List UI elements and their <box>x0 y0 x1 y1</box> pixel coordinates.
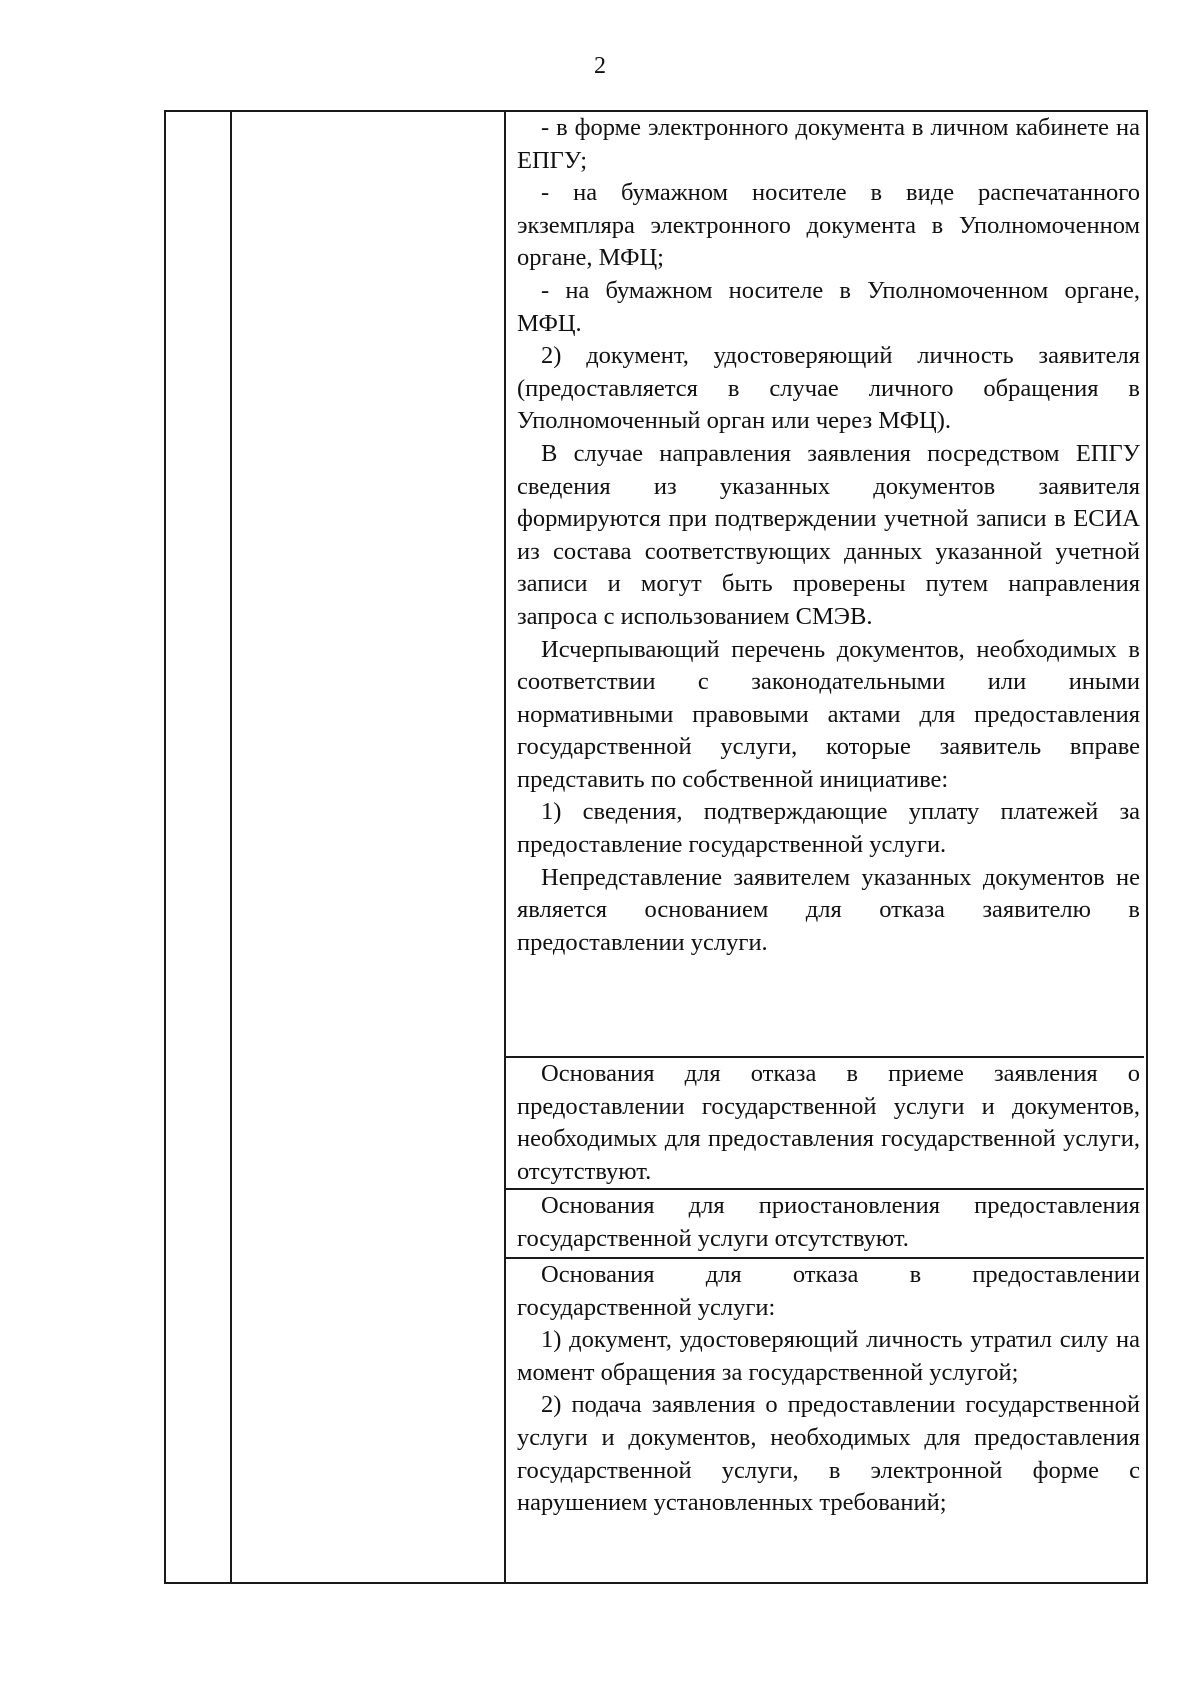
paragraph: 1) документ, удостоверяющий личность утратил силу на момент обращения за государственной услугой; <box>517 1326 1140 1386</box>
paragraph: - в форме электронного документа в личном кабинете на ЕПГУ; <box>517 114 1140 174</box>
document-table <box>164 110 1148 1584</box>
table-cell-documents <box>505 112 1144 1058</box>
paragraph: 2) документ, удостоверяющий личность заявителя (предоставляется в случае личного обращения в Уполномоченный орган или через МФЦ). <box>517 342 1140 435</box>
paragraph: 2) подача заявления о предоставлении государственной услуги и документов, необходимых для предоставления государственной услуги, в электронной форме с нарушением установленных требований; <box>517 1391 1140 1517</box>
paragraph: - на бумажном носителе в виде распечатанного экземпляра электронного документа в Уполномоченном органе, МФЦ; <box>517 179 1140 272</box>
table-cell-refusal-service <box>505 1259 1144 1584</box>
paragraph: Основания для приостановления предоставления государственной услуги отсутствуют. <box>517 1192 1140 1252</box>
table-column-divider-1 <box>230 112 232 1582</box>
paragraph: Непредставление заявителем указанных документов не является основанием для отказа заявителю в предоставлении услуги. <box>517 863 1140 956</box>
paragraph: - на бумажном носителе в Уполномоченном органе, МФЦ. <box>517 276 1140 337</box>
paragraph: 1) сведения, подтверждающие уплату платежей за предоставление государственной услуги. <box>517 798 1140 859</box>
table-cell-suspension <box>505 1190 1144 1259</box>
table-cell-refusal-reception <box>505 1058 1144 1190</box>
page-number: 2 <box>594 53 606 79</box>
paragraph: Исчерпывающий перечень документов, необходимых в соответствии с законодательными или иными нормативными правовыми актами для предоставления государственной услуги, которые заявитель вправе представить по собственной инициативе: <box>517 635 1140 793</box>
paragraph: Основания для отказа в предоставлении государственной услуги: <box>517 1261 1140 1321</box>
paragraph: В случае направления заявления посредством ЕПГУ сведения из указанных документов заявителя формируются при подтверждении учетной записи в ЕСИА из состава соответствующих данных указанной учетной записи и могут быть проверены путем направления запроса с использованием СМЭВ. <box>517 439 1140 630</box>
paragraph: Основания для отказа в приеме заявления о предоставлении государственной услуги и документов, необходимых для предоставления государственной услуги, отсутствуют. <box>517 1060 1140 1185</box>
